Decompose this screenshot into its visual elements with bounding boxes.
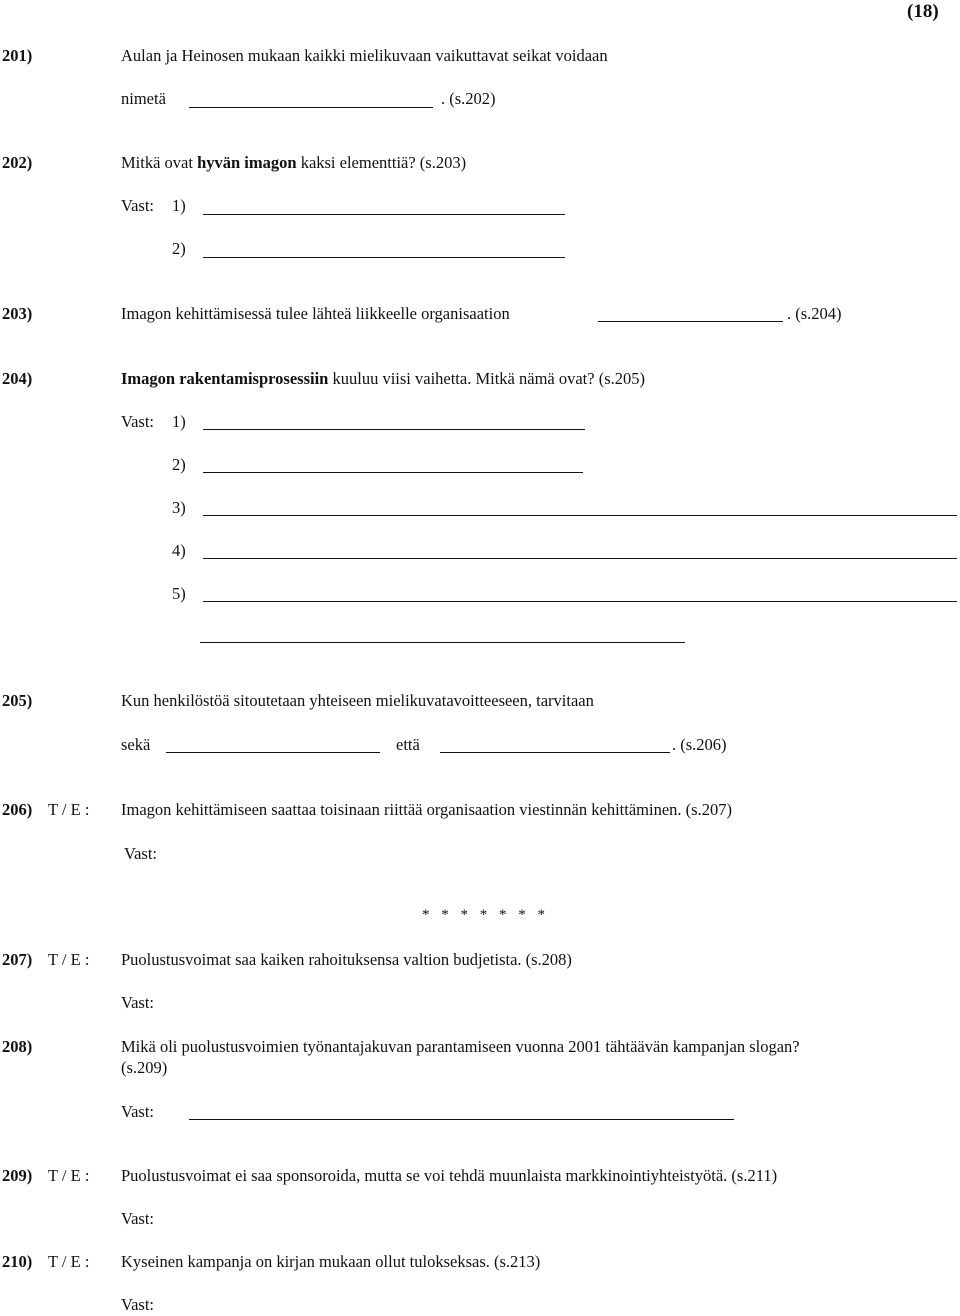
page-reference: . (s.202) bbox=[441, 89, 496, 108]
answer-blank[interactable] bbox=[203, 257, 565, 258]
answer-index: 3) bbox=[172, 498, 186, 517]
answer-index: 2) bbox=[172, 239, 186, 258]
answer-blank[interactable] bbox=[203, 515, 957, 516]
answer-index: 1) bbox=[172, 412, 186, 431]
question-text-cont: sekä bbox=[121, 735, 151, 754]
question-text: Mikä oli puolustusvoimien työnantajakuvan parantamiseen vuonna 2001 tähtäävän kampanjan slogan? bbox=[121, 1037, 800, 1056]
question-number: 205) bbox=[2, 691, 33, 710]
page-reference: . (s.206) bbox=[672, 735, 727, 754]
question-text: Mitkä ovat hyvän imagon kaksi elementtiä? (s.203) bbox=[121, 153, 467, 172]
question-number: 202) bbox=[2, 153, 33, 172]
answer-label: Vast: bbox=[121, 1295, 154, 1314]
question-text-cont: nimetä bbox=[121, 89, 166, 108]
answer-label: Vast: bbox=[124, 844, 157, 863]
page-reference: (s.209) bbox=[121, 1058, 168, 1077]
answer-blank[interactable] bbox=[200, 642, 685, 643]
answer-index: 4) bbox=[172, 541, 186, 560]
question-text: Kun henkilöstöä sitoutetaan yhteiseen mielikuvatavoitteeseen, tarvitaan bbox=[121, 691, 594, 710]
answer-blank[interactable] bbox=[189, 1119, 734, 1120]
true-false-label[interactable]: T / E : bbox=[48, 800, 90, 819]
question-text-cont: että bbox=[396, 735, 420, 754]
answer-label: Vast: bbox=[121, 196, 154, 215]
section-separator: * * * * * * * bbox=[422, 907, 549, 923]
answer-blank[interactable] bbox=[166, 752, 380, 753]
question-text: Imagon kehittämiseen saattaa toisinaan riittää organisaation viestinnän kehittäminen. (s.207) bbox=[121, 800, 732, 819]
question-text: Puolustusvoimat saa kaiken rahoituksensa valtion budjetista. (s.208) bbox=[121, 950, 572, 969]
answer-label: Vast: bbox=[121, 1209, 154, 1228]
true-false-label[interactable]: T / E : bbox=[48, 1252, 90, 1271]
question-number: 204) bbox=[2, 369, 33, 388]
answer-label: Vast: bbox=[121, 993, 154, 1012]
answer-blank[interactable] bbox=[203, 429, 585, 430]
question-text: Imagon rakentamisprosessiin kuuluu viisi vaihetta. Mitkä nämä ovat? (s.205) bbox=[121, 369, 646, 388]
question-text: Kyseinen kampanja on kirjan mukaan ollut tulokseksas. (s.213) bbox=[121, 1252, 541, 1271]
answer-label: Vast: bbox=[121, 1102, 154, 1121]
answer-index: 5) bbox=[172, 584, 186, 603]
answer-blank[interactable] bbox=[440, 752, 670, 753]
answer-blank[interactable] bbox=[203, 214, 565, 215]
answer-blank[interactable] bbox=[203, 601, 957, 602]
true-false-label[interactable]: T / E : bbox=[48, 1166, 90, 1185]
answer-index: 1) bbox=[172, 196, 186, 215]
answer-label: Vast: bbox=[121, 412, 154, 431]
answer-index: 2) bbox=[172, 455, 186, 474]
page-number: (18) bbox=[907, 1, 939, 22]
question-number: 209) bbox=[2, 1166, 33, 1185]
answer-blank[interactable] bbox=[189, 107, 433, 108]
question-text: Imagon kehittämisessä tulee lähteä liikkeelle organisaation bbox=[121, 304, 510, 323]
question-text: Puolustusvoimat ei saa sponsoroida, mutta se voi tehdä muunlaista markkinointiyhteistyötä. (s.211) bbox=[121, 1166, 778, 1185]
true-false-label[interactable]: T / E : bbox=[48, 950, 90, 969]
answer-blank[interactable] bbox=[203, 472, 583, 473]
question-number: 207) bbox=[2, 950, 33, 969]
answer-blank[interactable] bbox=[203, 558, 957, 559]
question-number: 206) bbox=[2, 800, 33, 819]
answer-blank[interactable] bbox=[598, 321, 783, 322]
question-text: Aulan ja Heinosen mukaan kaikki mielikuvaan vaikuttavat seikat voidaan bbox=[121, 46, 608, 65]
question-number: 203) bbox=[2, 304, 33, 323]
question-number: 210) bbox=[2, 1252, 33, 1271]
question-number: 208) bbox=[2, 1037, 33, 1056]
page-reference: . (s.204) bbox=[787, 304, 842, 323]
question-number: 201) bbox=[2, 46, 33, 65]
